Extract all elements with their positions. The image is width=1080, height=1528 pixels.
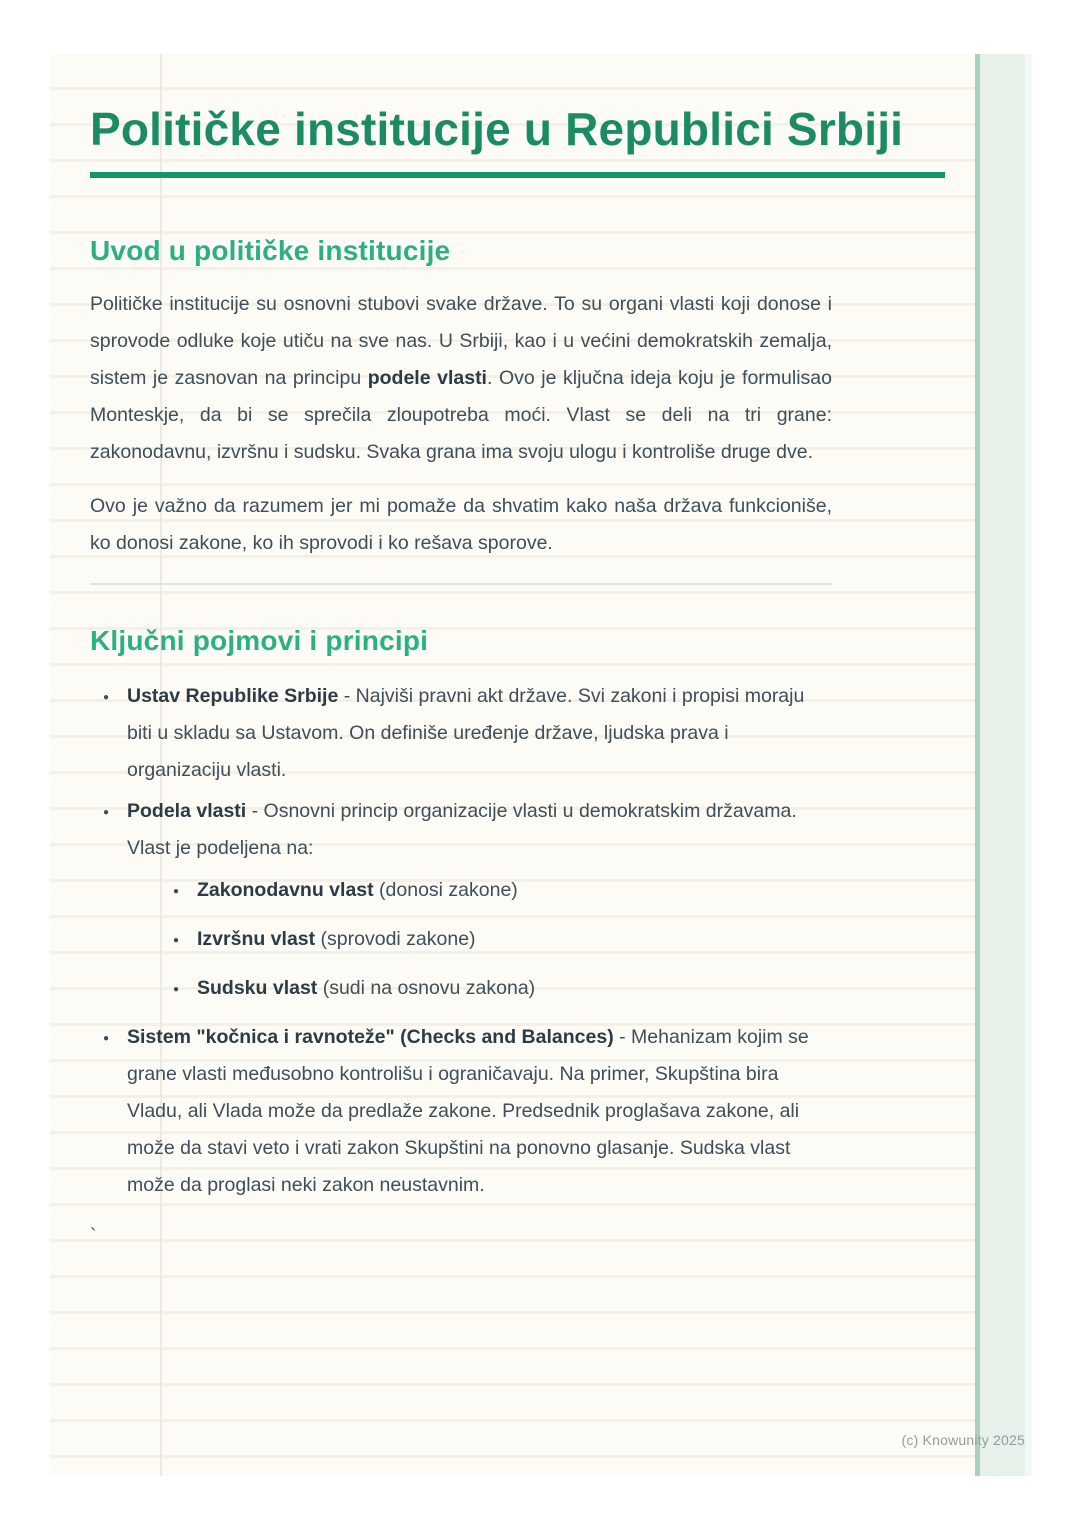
stray-backtick: ` — [90, 1225, 97, 1247]
right-accent-band — [975, 54, 1032, 1476]
paragraph-text: . Ovo je ključna ideja koju je formulisao Monteskje, da bi se sprečila zloupotreba moći. Vlast se deli na tri grane: zakonodavnu, izvršnu i sudsku. Svaka grana ima svoju ulogu i kontroliše druge dve. — [90, 367, 832, 463]
term-description: (donosi zakone) — [373, 879, 518, 901]
intro-paragraph-1 — [90, 286, 832, 471]
title-underline — [90, 172, 945, 178]
term-description: (sudi na osnovu zakona) — [317, 977, 536, 999]
list-item — [90, 1019, 832, 1204]
footer-credit: (c) Knowunity 2025 — [901, 1432, 1025, 1448]
term-name: Ustav Republike Srbije — [127, 685, 339, 707]
section-heading-intro: Uvod u političke institucije — [90, 235, 451, 266]
sub-list-item — [160, 970, 832, 1007]
sub-list-item — [160, 872, 832, 909]
term-description: - Osnovni princip organizacije vlasti u demokratskim državama. Vlast je podeljena na: — [127, 800, 797, 859]
bold-term: podele vlasti — [367, 367, 487, 389]
term-description: - Mehanizam kojim se grane vlasti međusobno kontrolišu i ograničavaju. Na primer, Skupština bira Vladu, ali Vlada može da predlaže zakone. Predsednik proglašava zakone, ali može da stavi veto i vrati zakon Skupštini na ponovno glasanje. Sudska vlast može da proglasi neki zakon neustavnim. — [127, 1026, 809, 1196]
key-terms-list — [90, 678, 832, 1204]
section-divider — [90, 583, 832, 585]
sub-list-item — [160, 921, 832, 958]
sub-list — [160, 872, 832, 1007]
document-content — [90, 92, 904, 1255]
page-title: Političke institucije u Republici Srbiji — [90, 103, 904, 155]
term-description: - Najviši pravni akt države. Svi zakoni i propisi moraju biti u skladu sa Ustavom. On definiše uređenje države, ljudska prava i organizaciju vlasti. — [127, 685, 805, 781]
section-heading-key-terms: Ključni pojmovi i principi — [90, 625, 429, 656]
term-name: Zakonodavnu vlast — [197, 879, 374, 901]
term-name: Podela vlasti — [127, 800, 247, 822]
intro-paragraph-2: Ovo je važno da razumem jer mi pomaže da shvatim kako naša država funkcioniše, ko donosi zakone, ko ih sprovodi i ko rešava sporove. — [90, 495, 832, 554]
term-name: Sudsku vlast — [197, 977, 318, 999]
term-name: Izvršnu vlast — [197, 928, 316, 950]
term-name: Sistem "kočnica i ravnoteže" (Checks and Balances) — [127, 1026, 614, 1048]
list-item — [90, 678, 832, 789]
paper-sheet — [50, 54, 1032, 1476]
list-item — [90, 793, 832, 1007]
term-description: (sprovodi zakone) — [315, 928, 476, 950]
paragraph-text: Političke institucije su osnovni stubovi svake države. To su organi vlasti koji donose i sprovode odluke koje utiču na sve nas. U Srbiji, kao i u većini demokratskih zemalja, sistem je zasnovan na principu — [90, 293, 832, 389]
